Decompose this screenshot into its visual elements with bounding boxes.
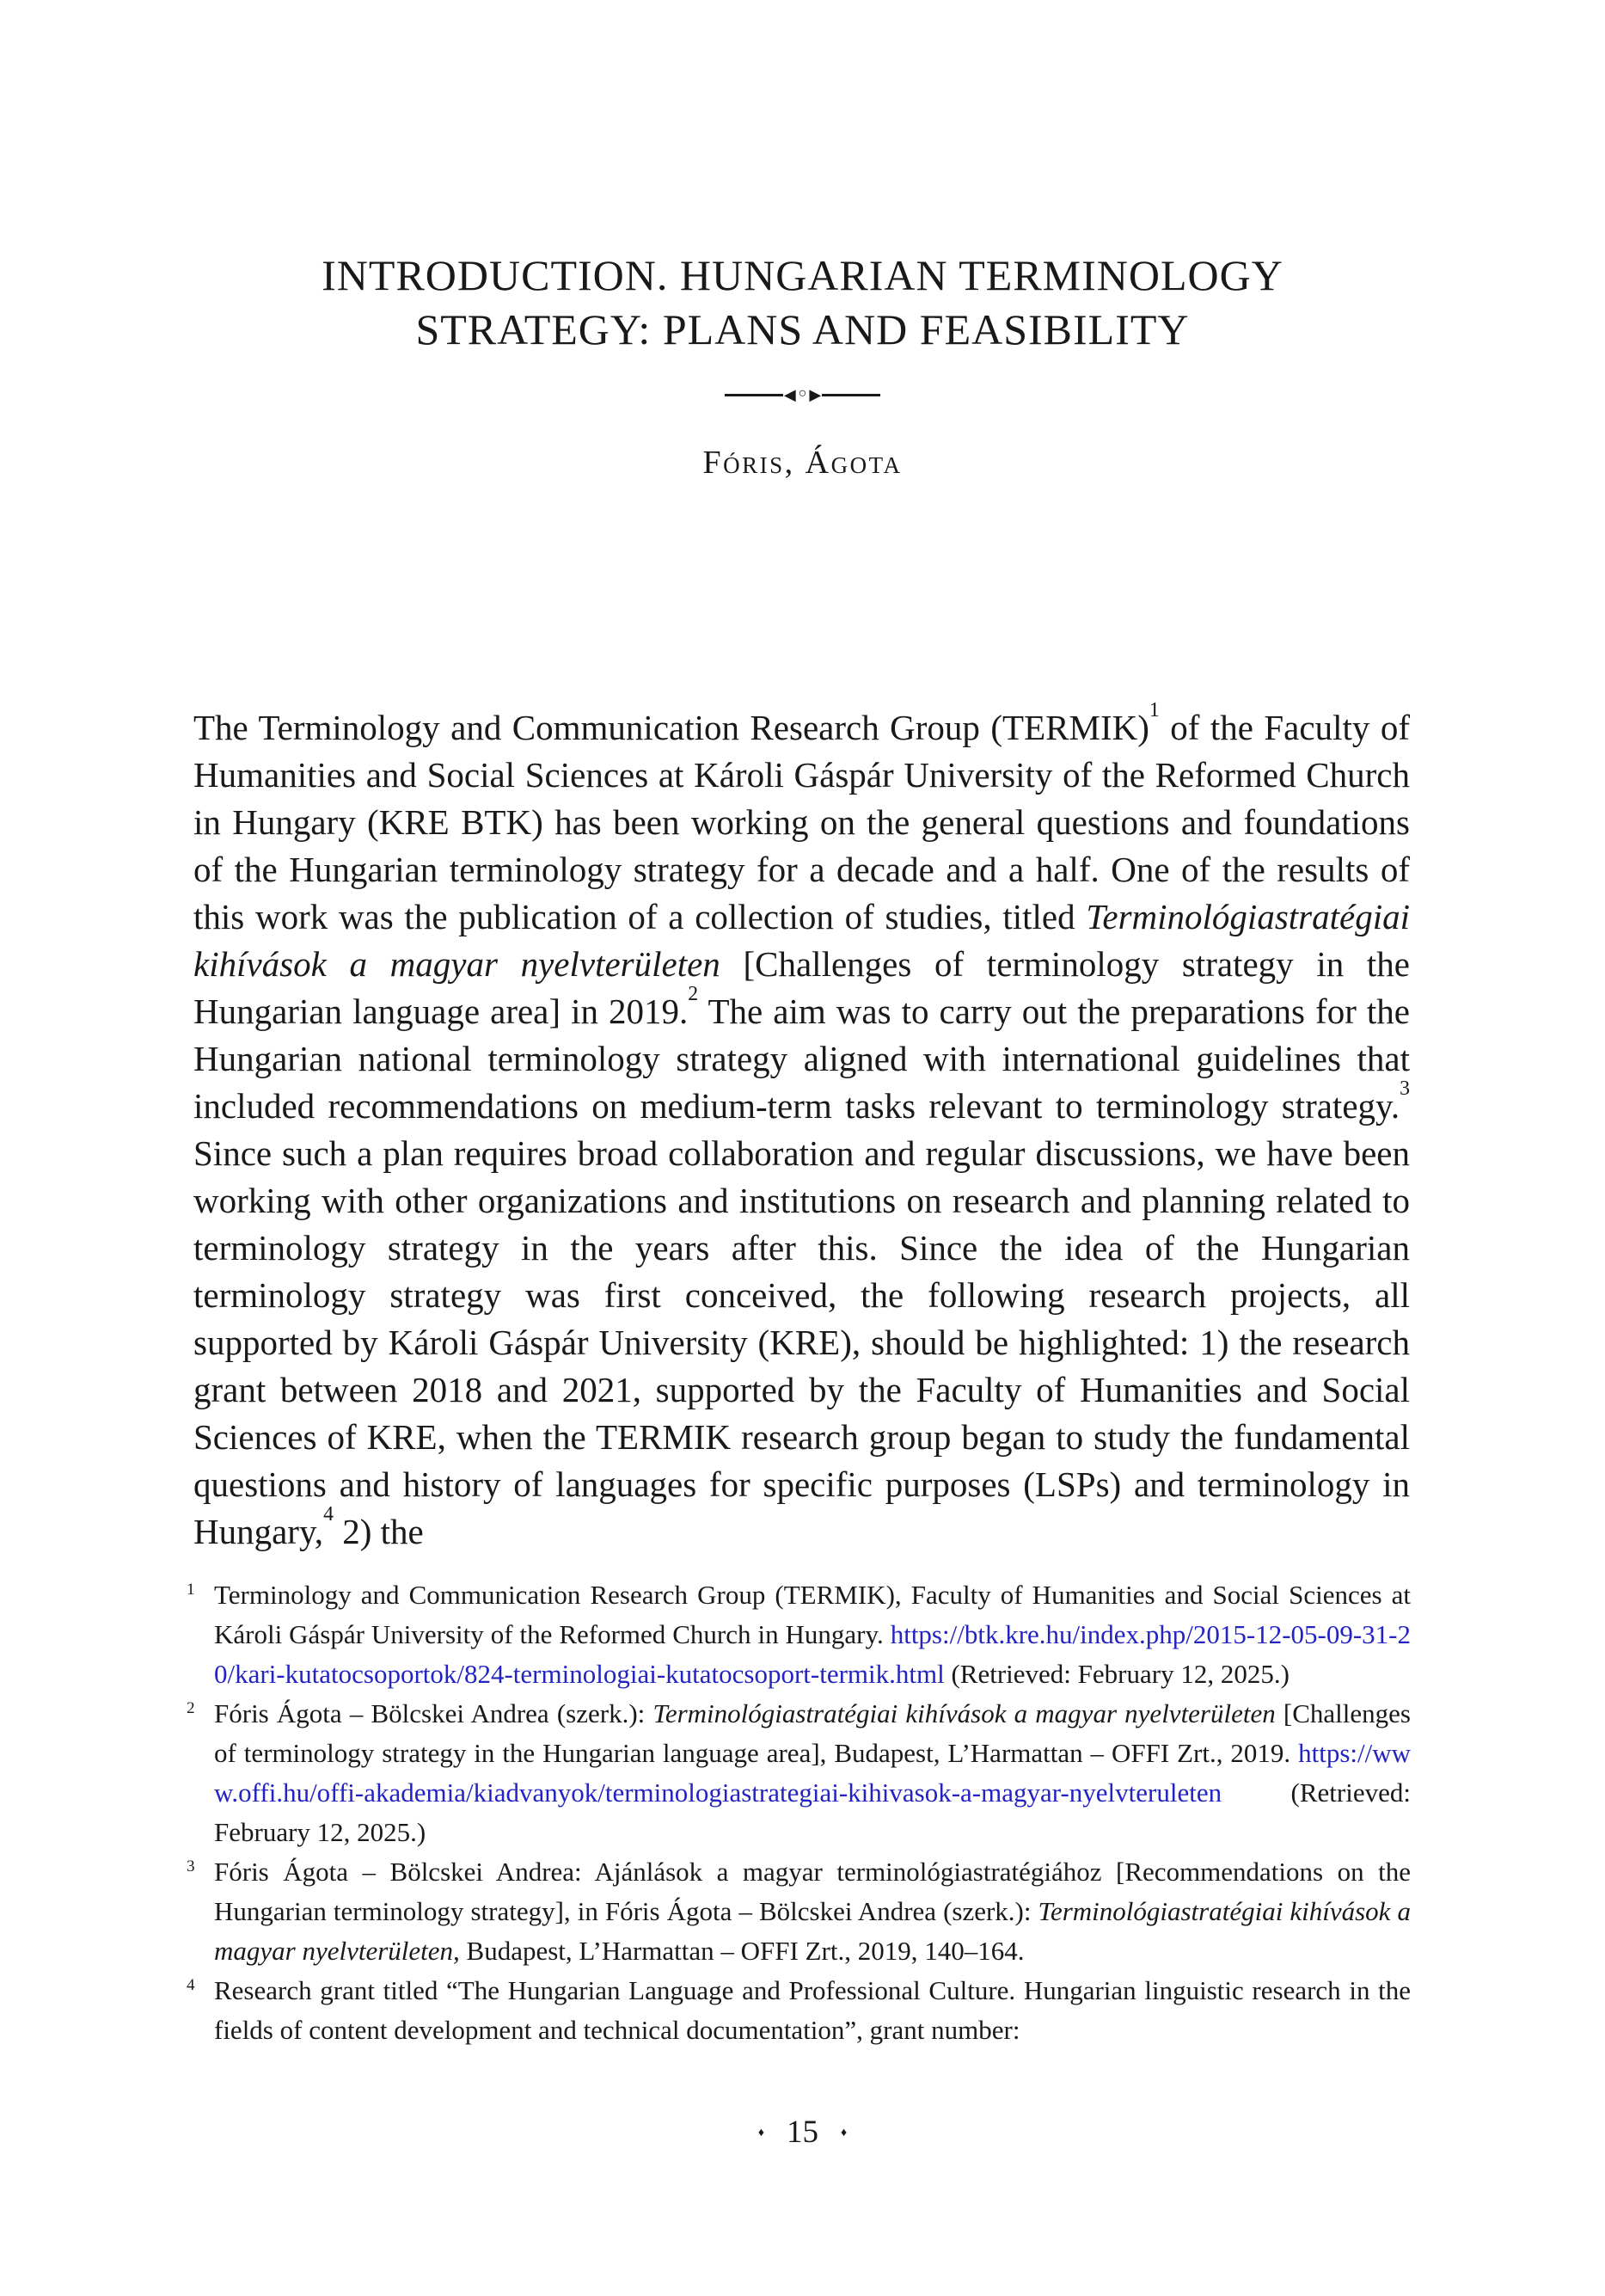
footnote-text (214, 1857, 1411, 1966)
footnote-reference: 2 (688, 983, 699, 1006)
footnote-text (214, 1698, 1411, 1847)
text-run: 2) the (333, 1512, 424, 1551)
text-run: (Retrieved: February 12, 2025.) (214, 1777, 1411, 1847)
body-paragraph (193, 699, 1411, 1556)
page-number-value: 15 (787, 2115, 818, 2150)
text-run: The Terminology and Communication Research Group (TERMIK) (193, 708, 1149, 747)
divider-line-left (725, 394, 783, 396)
text-run: (Retrieved: February 12, 2025.) (944, 1659, 1290, 1689)
triangle-right-icon: ▶ (809, 386, 822, 403)
text-run: of the Faculty of Humanities and Social Sciences at Károli Gáspár University of the Reformed Church in Hungary (KRE BTK) has been working on the general questions and foundations of the Hungarian terminology strategy for a decade and a half. One of the results of this work was the publication of a collection of studies, titled (193, 708, 1410, 936)
text-run: Research grant titled “The Hungarian Language and Professional Culture. Hungarian linguistic research in the fields of content development and technical documentation”, grant number: (214, 1975, 1411, 2045)
diamond-bullet-left-icon: ♦ (757, 2127, 764, 2139)
italic-text: Terminológiastratégiai kihívások a magyar nyelvterületen (652, 1698, 1276, 1728)
footnote-reference: 1 (1149, 699, 1160, 722)
section-divider (0, 382, 1605, 408)
footnote-reference: 4 (323, 1503, 334, 1526)
diamond-bullet-right-icon: ♦ (841, 2127, 848, 2139)
hyperlink[interactable]: https://www.offi.hu/offi-akademia/kiadvanyok/terminologiastrategiai-kihivasok-a-magyar-nyelvteruleten (214, 1738, 1411, 1808)
divider-line-right (822, 394, 880, 396)
footnote: $^2$ Fóris Ágota – Bölcskei Andrea (szerk.): Terminológiastratégiai kihívások a magyar nyelvterületen [Challenges of terminology strategy in the Hungarian language area], Budapest, L’Harmattan – OFFI Zrt., 2019. https://www.offi.hu/offi-akademia/kiadvanyok/terminologiastrategiai-kihivasok-a-magyar-nyelvteruleten (Retrieved: February 12, 2025.) (187, 1698, 1411, 1847)
hyperlink[interactable]: https://btk.kre.hu/index.php/2015-12-05-09-31-20/kari-kutatocsoportok/824-terminologiai-kutatocsoport-termik.html (214, 1619, 1411, 1689)
italic-text: Terminológiastratégiai kihívások a magyar nyelvterületen (193, 897, 1410, 984)
page-title (0, 249, 1605, 357)
author-name: Fóris, Ágota (702, 445, 903, 481)
text-run: [Challenges of terminology strategy in the Hungarian language area] in 2019. (193, 944, 1410, 1031)
circle-ornament-icon: ○ (798, 386, 807, 401)
text-run: Fóris Ágota – Bölcskei Andrea: Ajánlások a magyar terminológiastratégiához [Recommendations on the Hungarian terminology strategy], in Fóris Ágota – Bölcskei Andrea (szerk.): (214, 1857, 1411, 1926)
text-run: Budapest, L’Harmattan – OFFI Zrt., 2019, 140–164. (459, 1936, 1025, 1966)
text-run: Fóris Ágota – Bölcskei Andrea (szerk.): (214, 1698, 653, 1728)
page-number (0, 2115, 1605, 2150)
footnote: $^3$ Fóris Ágota – Bölcskei Andrea: Ajánlások a magyar terminológiastratégiához [Recommendations on the Hungarian terminology strategy], in Fóris Ágota – Bölcskei Andrea (szerk.): Terminológiastratégiai kihívások a magyar nyelvterületen, Budapest, L’Harmattan – OFFI Zrt., 2019, 140–164. (187, 1857, 1411, 1966)
footnotes-section (187, 1575, 1411, 2050)
footnote: $^1$ Terminology and Communication Research Group (TERMIK), Faculty of Humanities and Social Sciences at Károli Gáspár University of the Reformed Church in Hungary. https://btk.kre.hu/index.php/2015-12-05-09-31-20/kari-kutatocsoportok/824-terminologiai-kutatocsoport-termik.html (Retrieved: February 12, 2025.) (187, 1580, 1411, 1689)
italic-text: Terminológiastratégiai kihívások a magyar nyelvterületen, (214, 1896, 1411, 1966)
footnote-reference: 3 (1400, 1077, 1410, 1101)
footnote: $^4$ Research grant titled “The Hungarian Language and Professional Culture. Hungarian linguistic research in the fields of content development and technical documentation”, grant number: (187, 1975, 1411, 2045)
title-line-1: INTRODUCTION. HUNGARIAN TERMINOLOGY (322, 251, 1283, 299)
title-line-2: STRATEGY: PLANS AND FEASIBILITY (415, 305, 1190, 353)
footnote-text (214, 1580, 1411, 1689)
triangle-left-icon: ◀ (783, 386, 796, 403)
text-run: Terminology and Communication Research Group (TERMIK), Faculty of Humanities and Social Sciences at Károli Gáspár University of the Reformed Church in Hungary. (214, 1580, 1411, 1649)
text-run: Since such a plan requires broad collaboration and regular discussions, we have been working with other organizations and institutions on research and planning related to terminology strategy in the years after this. Since the idea of the Hungarian terminology strategy was first conceived, the following research projects, all supported by Károli Gáspár University (KRE), should be highlighted: 1) the research grant between 2018 and 2021, supported by the Faculty of Humanities and Social Sciences of KRE, when the TERMIK research group began to study the fundamental questions and history of languages for specific purposes (LSPs) and terminology in Hungary, (193, 1133, 1410, 1551)
text-run: The aim was to carry out the preparations for the Hungarian national terminology strategy aligned with international guidelines that included recommendations on medium-term tasks relevant to terminology strategy. (193, 991, 1411, 1126)
footnote-text (214, 1975, 1411, 2045)
text-run: [Challenges of terminology strategy in the Hungarian language area], Budapest, L’Harmattan – OFFI Zrt., 2019. (214, 1698, 1411, 1768)
